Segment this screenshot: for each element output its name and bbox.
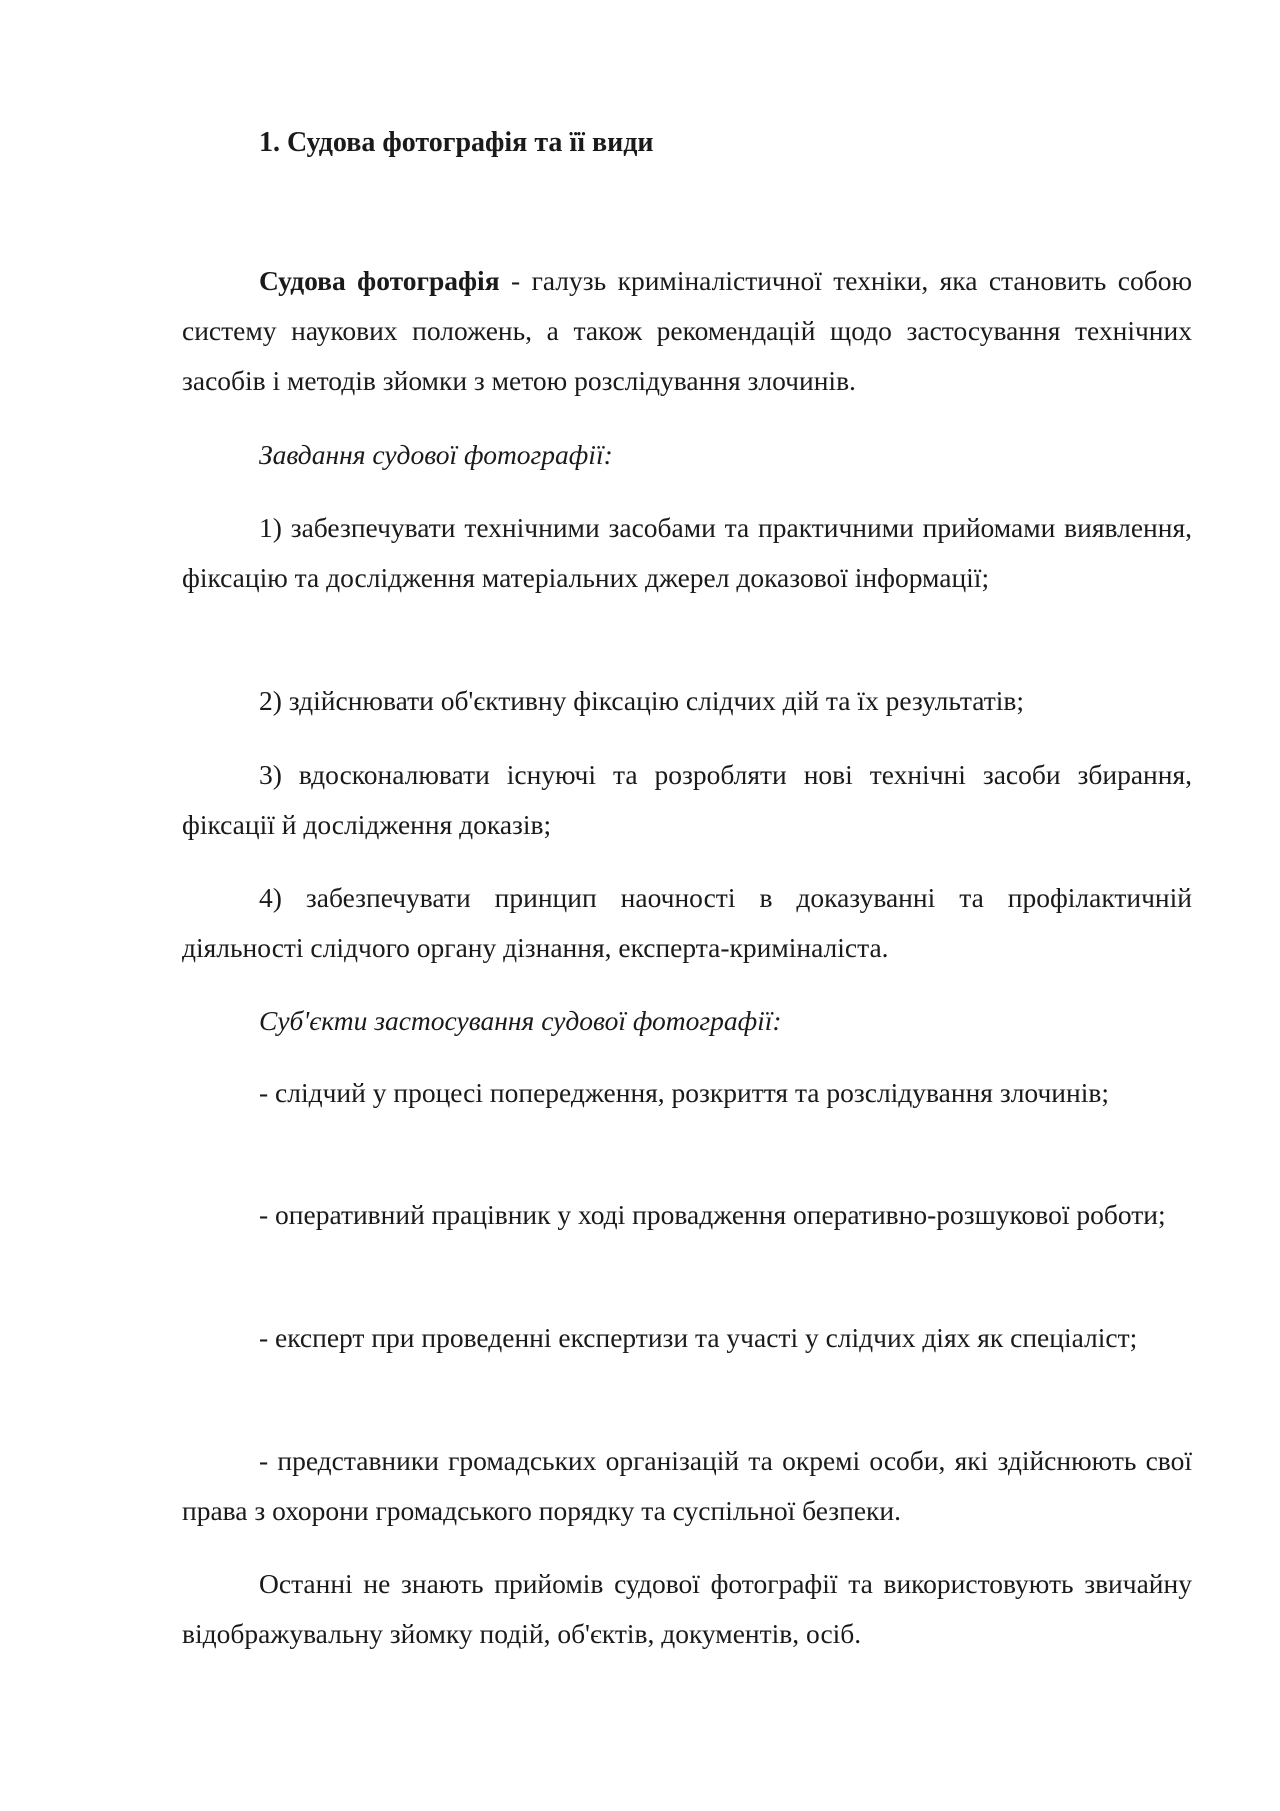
section-heading: 1. Судова фотографія та її види — [259, 127, 654, 158]
definition-paragraph — [182, 256, 1192, 406]
task-item-1: 1) забезпечувати технічними засобами та практичними прийомами виявлення, фіксацію та дослідження матеріальних джерел доказової інформації; — [182, 512, 1192, 593]
task-item-2: 2) здійснювати об'єктивну фіксацію слідчих дій та їх результатів; — [259, 685, 1025, 716]
definition-text: - галузь криміналістичної техніки, яка становить собою систему наукових положень, а також рекомендацій щодо застосування технічних засобів і методів зйомки з метою розслідування злочинів. — [182, 265, 1192, 396]
subjects-subheading: Суб'єкти застосування судової фотографії: — [259, 1005, 782, 1036]
subject-item-public: - представники громадських організацій та окремі особи, які здійснюють свої права з охорони громадського порядку та суспільної безпеки. — [182, 1445, 1192, 1526]
task-item-3: 3) вдосконалювати існуючі та розробляти нові технічні засоби збирання, фіксації й дослідження доказів; — [182, 759, 1192, 840]
task-item-4: 4) забезпечувати принцип наочності в доказуванні та профілактичній діяльності слідчого органу дізнання, експерта-криміналіста. — [182, 882, 1192, 963]
subject-item-investigator: - слідчий у процесі попередження, розкриття та розслідування злочинів; — [259, 1077, 1109, 1108]
subject-item-operative: - оперативний працівник у ході провадження оперативно-розшукової роботи; — [259, 1199, 1166, 1230]
closing-paragraph: Останні не знають прийомів судової фотографії та використовують звичайну відображувальну зйомку подій, об'єктів, документів, осіб. — [182, 1568, 1192, 1649]
subject-item-expert: - експерт при проведенні експертизи та участі у слідчих діях як спеціаліст; — [259, 1322, 1138, 1353]
defined-term: Судова фотографія — [259, 265, 500, 296]
tasks-subheading: Завдання судової фотографії: — [259, 439, 613, 470]
